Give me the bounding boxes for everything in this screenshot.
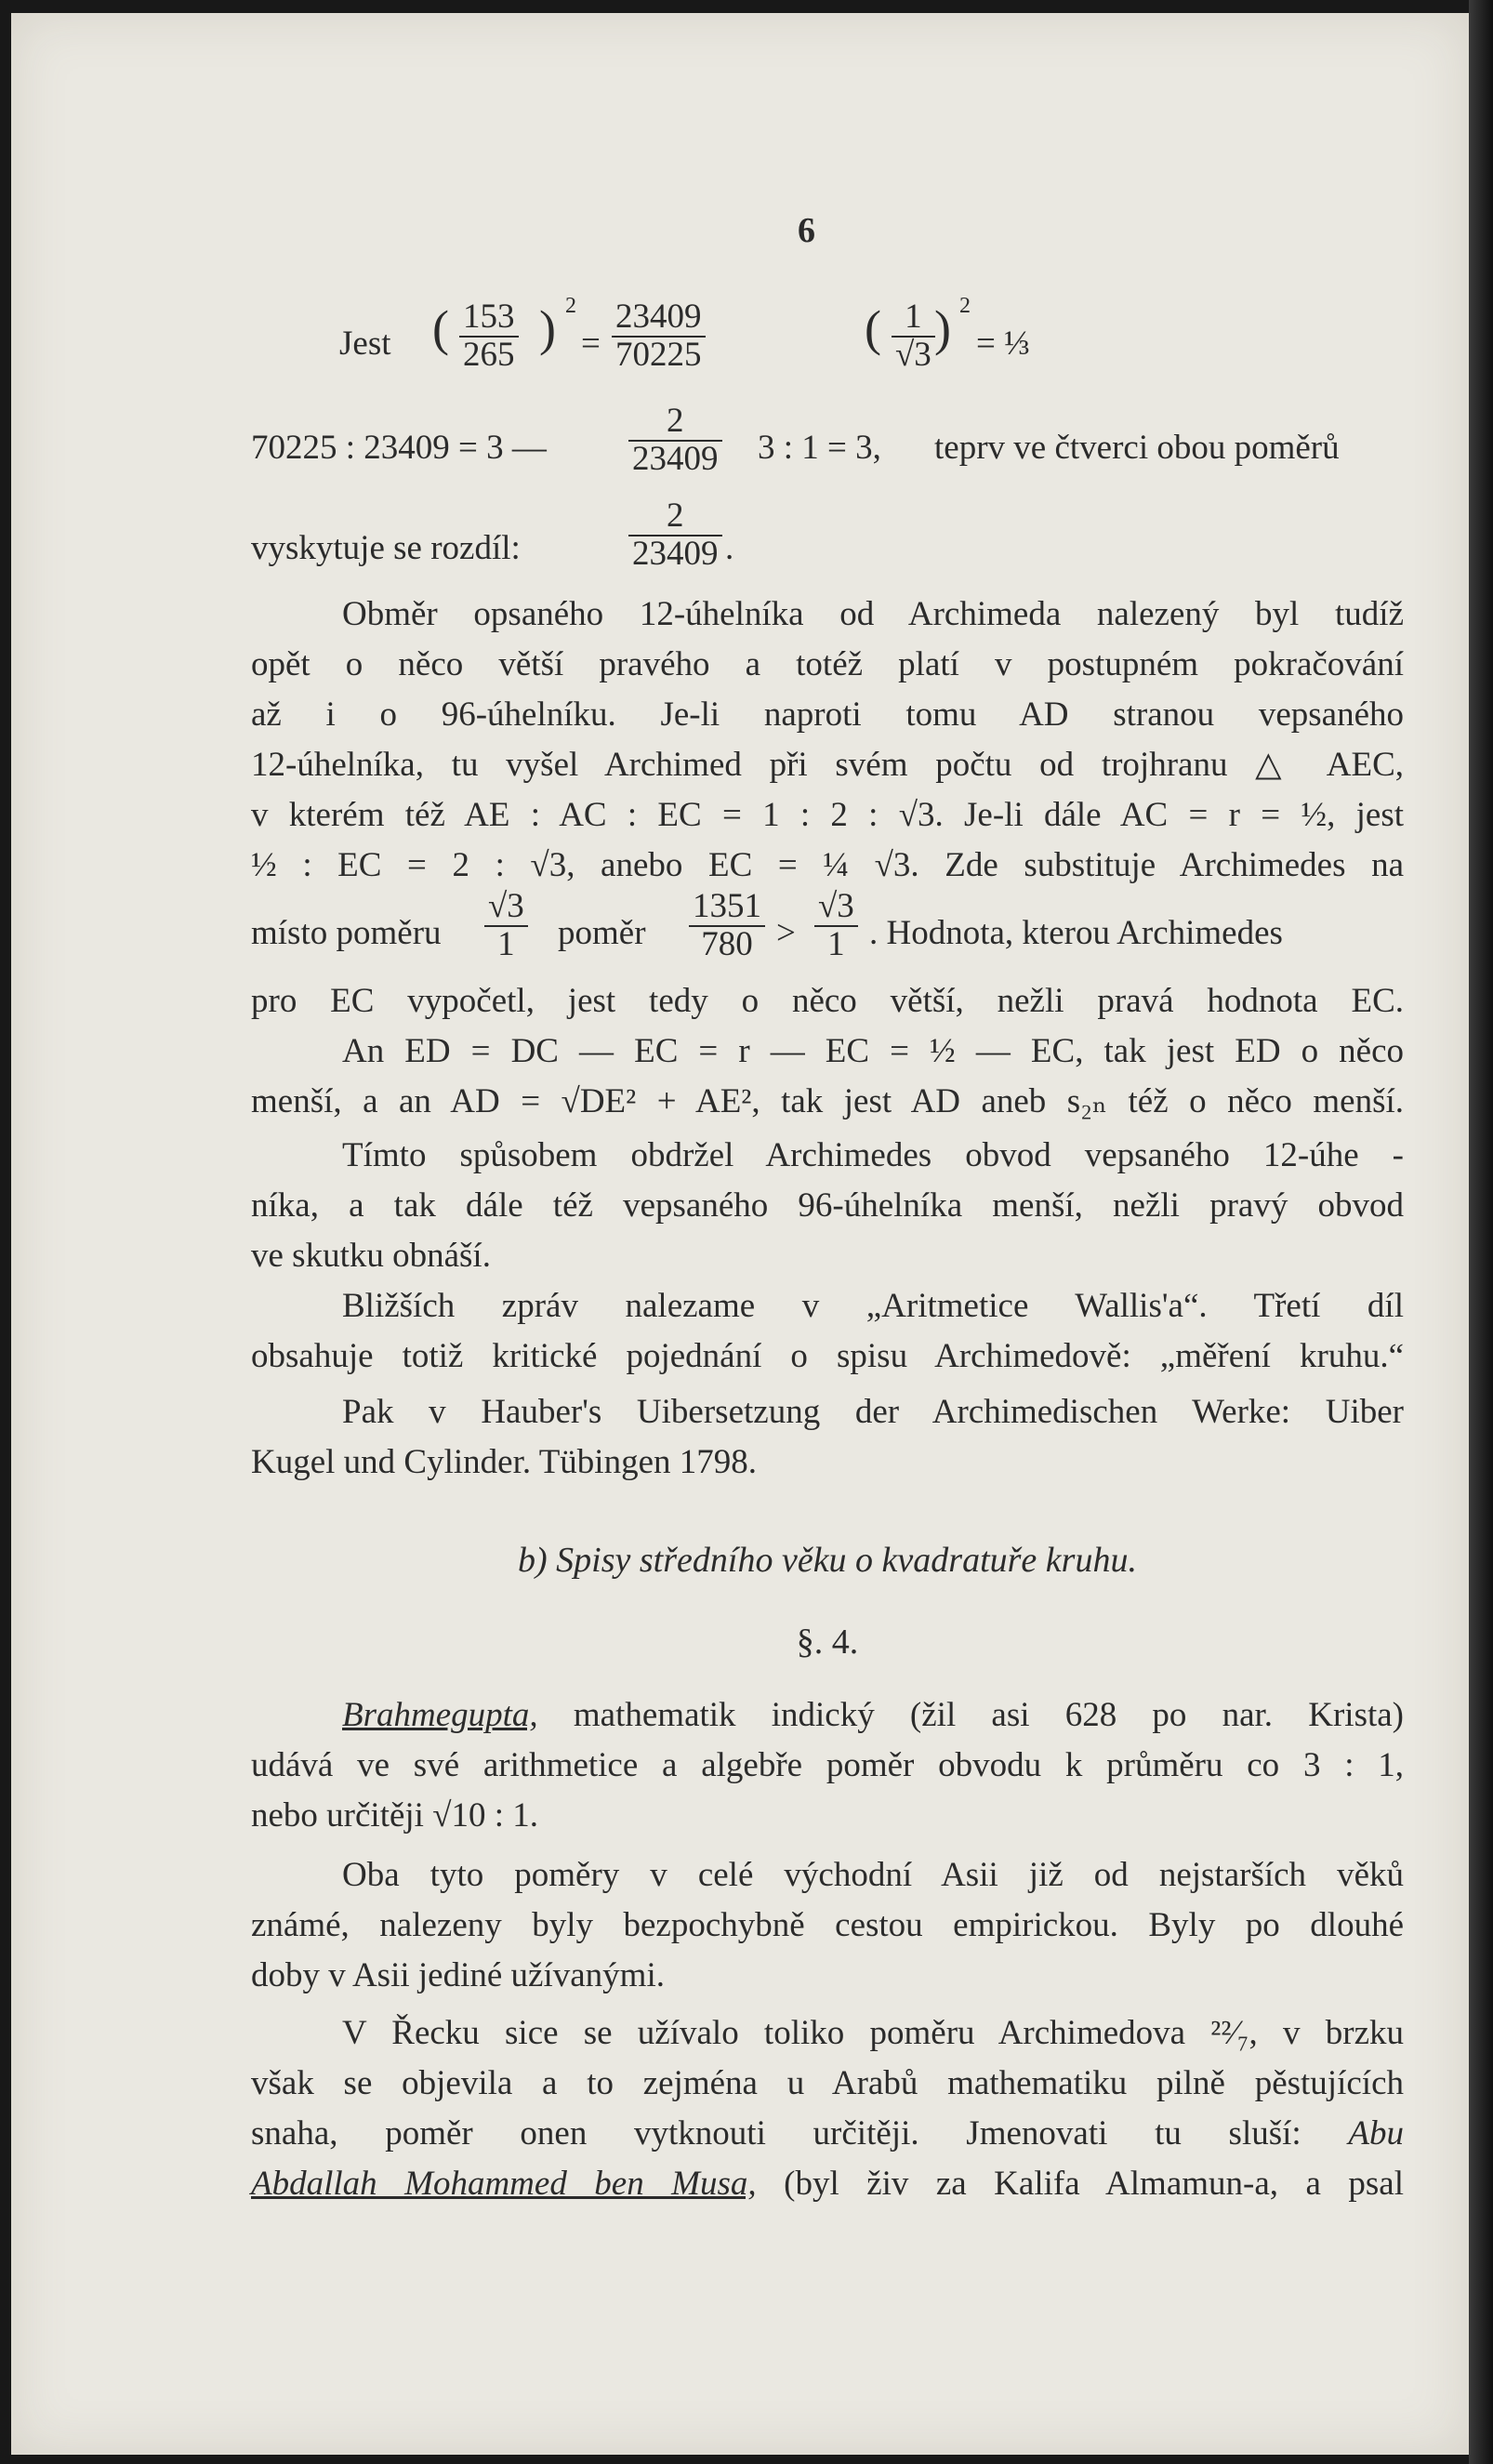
p1-line: opět o něco větší pravého a totéž platí v postupném pokračování <box>251 645 1404 683</box>
paragraph-7 <box>251 1850 1404 2001</box>
paragraph-5 <box>251 1387 1404 1488</box>
p6-line-0: mathematik indický (žil asi 628 po nar. Krista) <box>537 1696 1404 1734</box>
p1-end-line: pro EC vypočetl, jest tedy o něco větší, nežli pravá hodnota EC. <box>251 982 1404 1020</box>
paragraph-8 <box>251 2008 1404 2209</box>
fraction-1351-780: $\frac{1351}{780}$ <box>689 889 765 963</box>
p1f-text-b: poměr <box>558 914 646 952</box>
paren-open: ( <box>432 300 449 356</box>
paragraph-1-end <box>251 976 1404 1027</box>
name-brahmegupta: Brahmegupta, <box>342 1696 538 1734</box>
p6-line: nebo určitěji √10 : 1. <box>251 1796 539 1835</box>
p1-line: 12-úhelníka, tu vyšel Archimed při svém počtu od trojhranu △ AEC, <box>251 746 1404 784</box>
p2-line: An ED = DC — EC = r — EC = ½ — EC, tak jest ED o něco <box>342 1032 1404 1070</box>
p8-last-line <box>251 2159 1404 2209</box>
eq-rhs-third: = ⅓ <box>976 325 1030 363</box>
page-number: 6 <box>798 211 815 250</box>
eq3-lead: vyskytuje se rozdíl: <box>251 529 521 567</box>
paren-open-2: ( <box>865 300 881 356</box>
p8-tail: (byl živ za Kalifa Almamun-a, a psal <box>756 2165 1404 2203</box>
p8-line: však se objevila a to zejména u Arabů mathematiku pilně pěstujících <box>251 2064 1404 2102</box>
eq3-dot: . <box>725 529 734 567</box>
p6-first-line <box>251 1690 1404 1741</box>
fraction-sqrt3-1: $\frac{√3}{1}$ <box>484 889 528 963</box>
fraction-23409-70225: $\frac{23409}{70225}$ <box>612 299 706 374</box>
p2-line: menší, a an AD = √DE² + AE², tak jest AD aneb s₂ₙ též o něco menší. <box>251 1082 1404 1120</box>
p3-line: Tímto spůsobem obdržel Archimedes obvod vepsaného 12-úhe - <box>342 1136 1404 1174</box>
name-abu: Abu <box>1348 2114 1404 2153</box>
p8-line: V Řecku sice se užívalo toliko poměru Archimedova ²²⁄₇, v brzku <box>342 2014 1404 2052</box>
paragraph-4 <box>251 1281 1404 1382</box>
p5-line: Pak v Hauber's Uibersetzung der Archimedischen Werke: Uiber <box>342 1393 1404 1431</box>
eq2-tail: teprv ve čtverci obou poměrů <box>934 429 1340 467</box>
p1-line: až i o 96-úhelníku. Je-li naproti tomu AD stranou vepsaného <box>251 695 1404 734</box>
section-heading: b) Spisy středního věku o kvadratuře kruhu. <box>518 1541 1137 1580</box>
name-abdallah: Abdallah Mohammed ben Musa, <box>251 2165 757 2203</box>
eq2-mid: 3 : 1 = 3, <box>758 429 881 467</box>
fraction-153-265: $\frac{153}{265}$ <box>459 299 519 374</box>
paren-close: ) <box>539 300 556 356</box>
p6-line: udává ve své arithmetice a algebře poměr obvodu k průměru co 3 : 1, <box>251 1746 1404 1784</box>
paren-close-2: ) <box>934 300 951 356</box>
paragraph-1 <box>251 590 1404 891</box>
book-spine-edge <box>1469 0 1493 2464</box>
eq2-lhs: 70225 : 23409 = 3 — <box>251 429 547 467</box>
p4-line: Bližších zpráv nalezame v „Aritmetice Wallis'a“. Třetí díl <box>342 1287 1404 1325</box>
eq-jest-label: Jest <box>339 325 391 363</box>
p1-line: Obměr opsaného 12-úhelníka od Archimeda nalezený byl tudíž <box>342 595 1404 633</box>
p1-line: v kterém též AE : AC : EC = 1 : 2 : √3. Je-li dále AC = r = ½, jest <box>251 796 1404 834</box>
p7-line: doby v Asii jediné užívanými. <box>251 1956 665 1994</box>
p8-line-2: snaha, poměr onen vytknouti určitěji. Jmenovati tu sluší: <box>251 2114 1301 2153</box>
p3-line: ve skutku obnáší. <box>251 1237 491 1275</box>
p5-line: Kugel und Cylinder. Tübingen 1798. <box>251 1443 757 1481</box>
p7-line: známé, nalezeny byly bezpochybně cestou empirickou. Byly po dlouhé <box>251 1906 1404 1944</box>
p1-fraction-line <box>251 889 1404 963</box>
fraction-sqrt3-1-b: $\frac{√3}{1}$ <box>814 889 858 963</box>
p3-line: níka, a tak dále též vepsaného 96-úhelníka menší, nežli pravý obvod <box>251 1186 1404 1225</box>
eq-equals: = <box>581 325 601 363</box>
paragraph-2 <box>251 1027 1404 1127</box>
fraction-1-sqrt3: $\frac{1}{√3}$ <box>892 299 935 374</box>
p4-line: obsahuje totiž kritické pojednání o spisu Archimedově: „měření kruhu.“ <box>251 1337 1404 1375</box>
p1f-text-a: místo poměru <box>251 914 442 952</box>
paragraph-6 <box>251 1690 1404 1841</box>
paragraph-3 <box>251 1131 1404 1281</box>
eq-exponent-2: 2 <box>959 294 971 318</box>
eq-exponent: 2 <box>565 294 576 318</box>
p1f-text-c: . Hodnota, kterou Archimedes <box>869 914 1283 952</box>
fraction-2-23409: $\frac{2}{23409}$ <box>628 404 722 478</box>
fraction-difference: $\frac{2}{23409}$ <box>628 498 722 573</box>
section-number: §. 4. <box>796 1623 859 1662</box>
p1-line: ½ : EC = 2 : √3, anebo EC = ¼ √3. Zde substituje Archimedes na <box>251 846 1404 884</box>
p7-line: Oba tyto poměry v celé východní Asii již od nejstarších věků <box>342 1856 1404 1894</box>
p8-line-abu <box>251 2109 1404 2159</box>
p1f-gt: > <box>776 914 796 952</box>
